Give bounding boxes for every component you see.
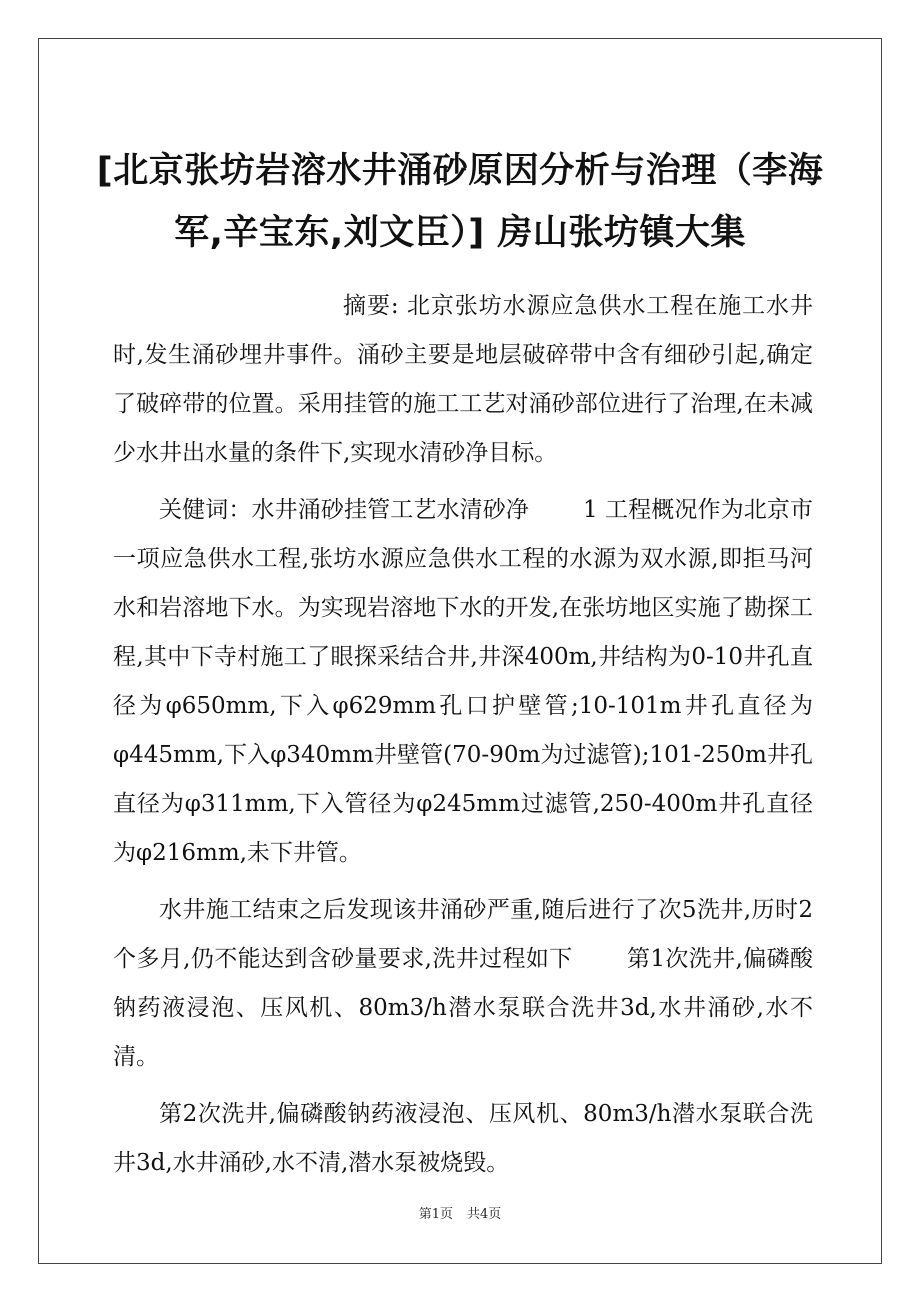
keywords-overview-paragraph xyxy=(113,486,813,878)
page-number-current: 第1页 xyxy=(418,1207,453,1222)
wash-step-2-paragraph: 第2次洗井,偏磷酸钠药液浸泡、压风机、80m3/h潜水泵联合洗井3d,水井涌砂,水不清,潜水泵被烧毁。 xyxy=(113,1101,813,1176)
section-heading: 1 工程概况 xyxy=(582,497,698,523)
document-body xyxy=(113,282,813,1188)
abstract-paragraph: 摘要: 北京张坊水源应急供水工程在施工水井时,发生涌砂埋井事件。涌砂主要是地层破碎带中含有细砂引起,确定了破碎带的位置。采用挂管的施工工艺对涌砂部位进行了治理,在未减少水井出水量的条件下,实现水清砂净目标。 xyxy=(113,293,813,466)
title-line-2: 军,辛宝东,刘文臣）] 房山张坊镇大集 xyxy=(174,213,746,253)
title-line-1: [北京张坊岩溶水井涌砂原因分析与治理（李海 xyxy=(96,151,824,191)
document-title xyxy=(70,140,850,264)
overview-text: 作为北京市一项应急供水工程,张坊水源应急供水工程的水源为双水源,即拒马河水和岩溶地下水。为实现岩溶地下水的开发,在张坊地区实施了勘探工程,其中下寺村施工了眼探采结合井,井深400m,井结构为0-10井孔直径为φ650mm,下入φ629mm孔口护壁管;10-101m井孔直径为φ445mm,下入φ340mm井壁管(70-90m为过滤管);101-250m井孔直径为φ311mm,下入管径为φ245mm过滤管,250-400m井孔直径为φ216mm,未下井管。 xyxy=(113,497,814,866)
page-number-total: 共4页 xyxy=(467,1207,502,1222)
page-footer xyxy=(0,1206,920,1224)
wash-intro-text: 水井施工结束之后发现该井涌砂严重,随后进行了次5洗井,历时2个多月,仍不能达到含砂量要求,洗井过程如下 xyxy=(113,897,813,972)
wash-process-paragraph xyxy=(113,886,813,1082)
keywords-text: 关健词：水井涌砂挂管工艺水清砂净 xyxy=(159,497,529,523)
wash-step-1-text: 第1次洗井,偏磷酸钠药液浸泡、压风机、80m3/h潜水泵联合洗井3d,水井涌砂,水不清。 xyxy=(113,946,813,1070)
